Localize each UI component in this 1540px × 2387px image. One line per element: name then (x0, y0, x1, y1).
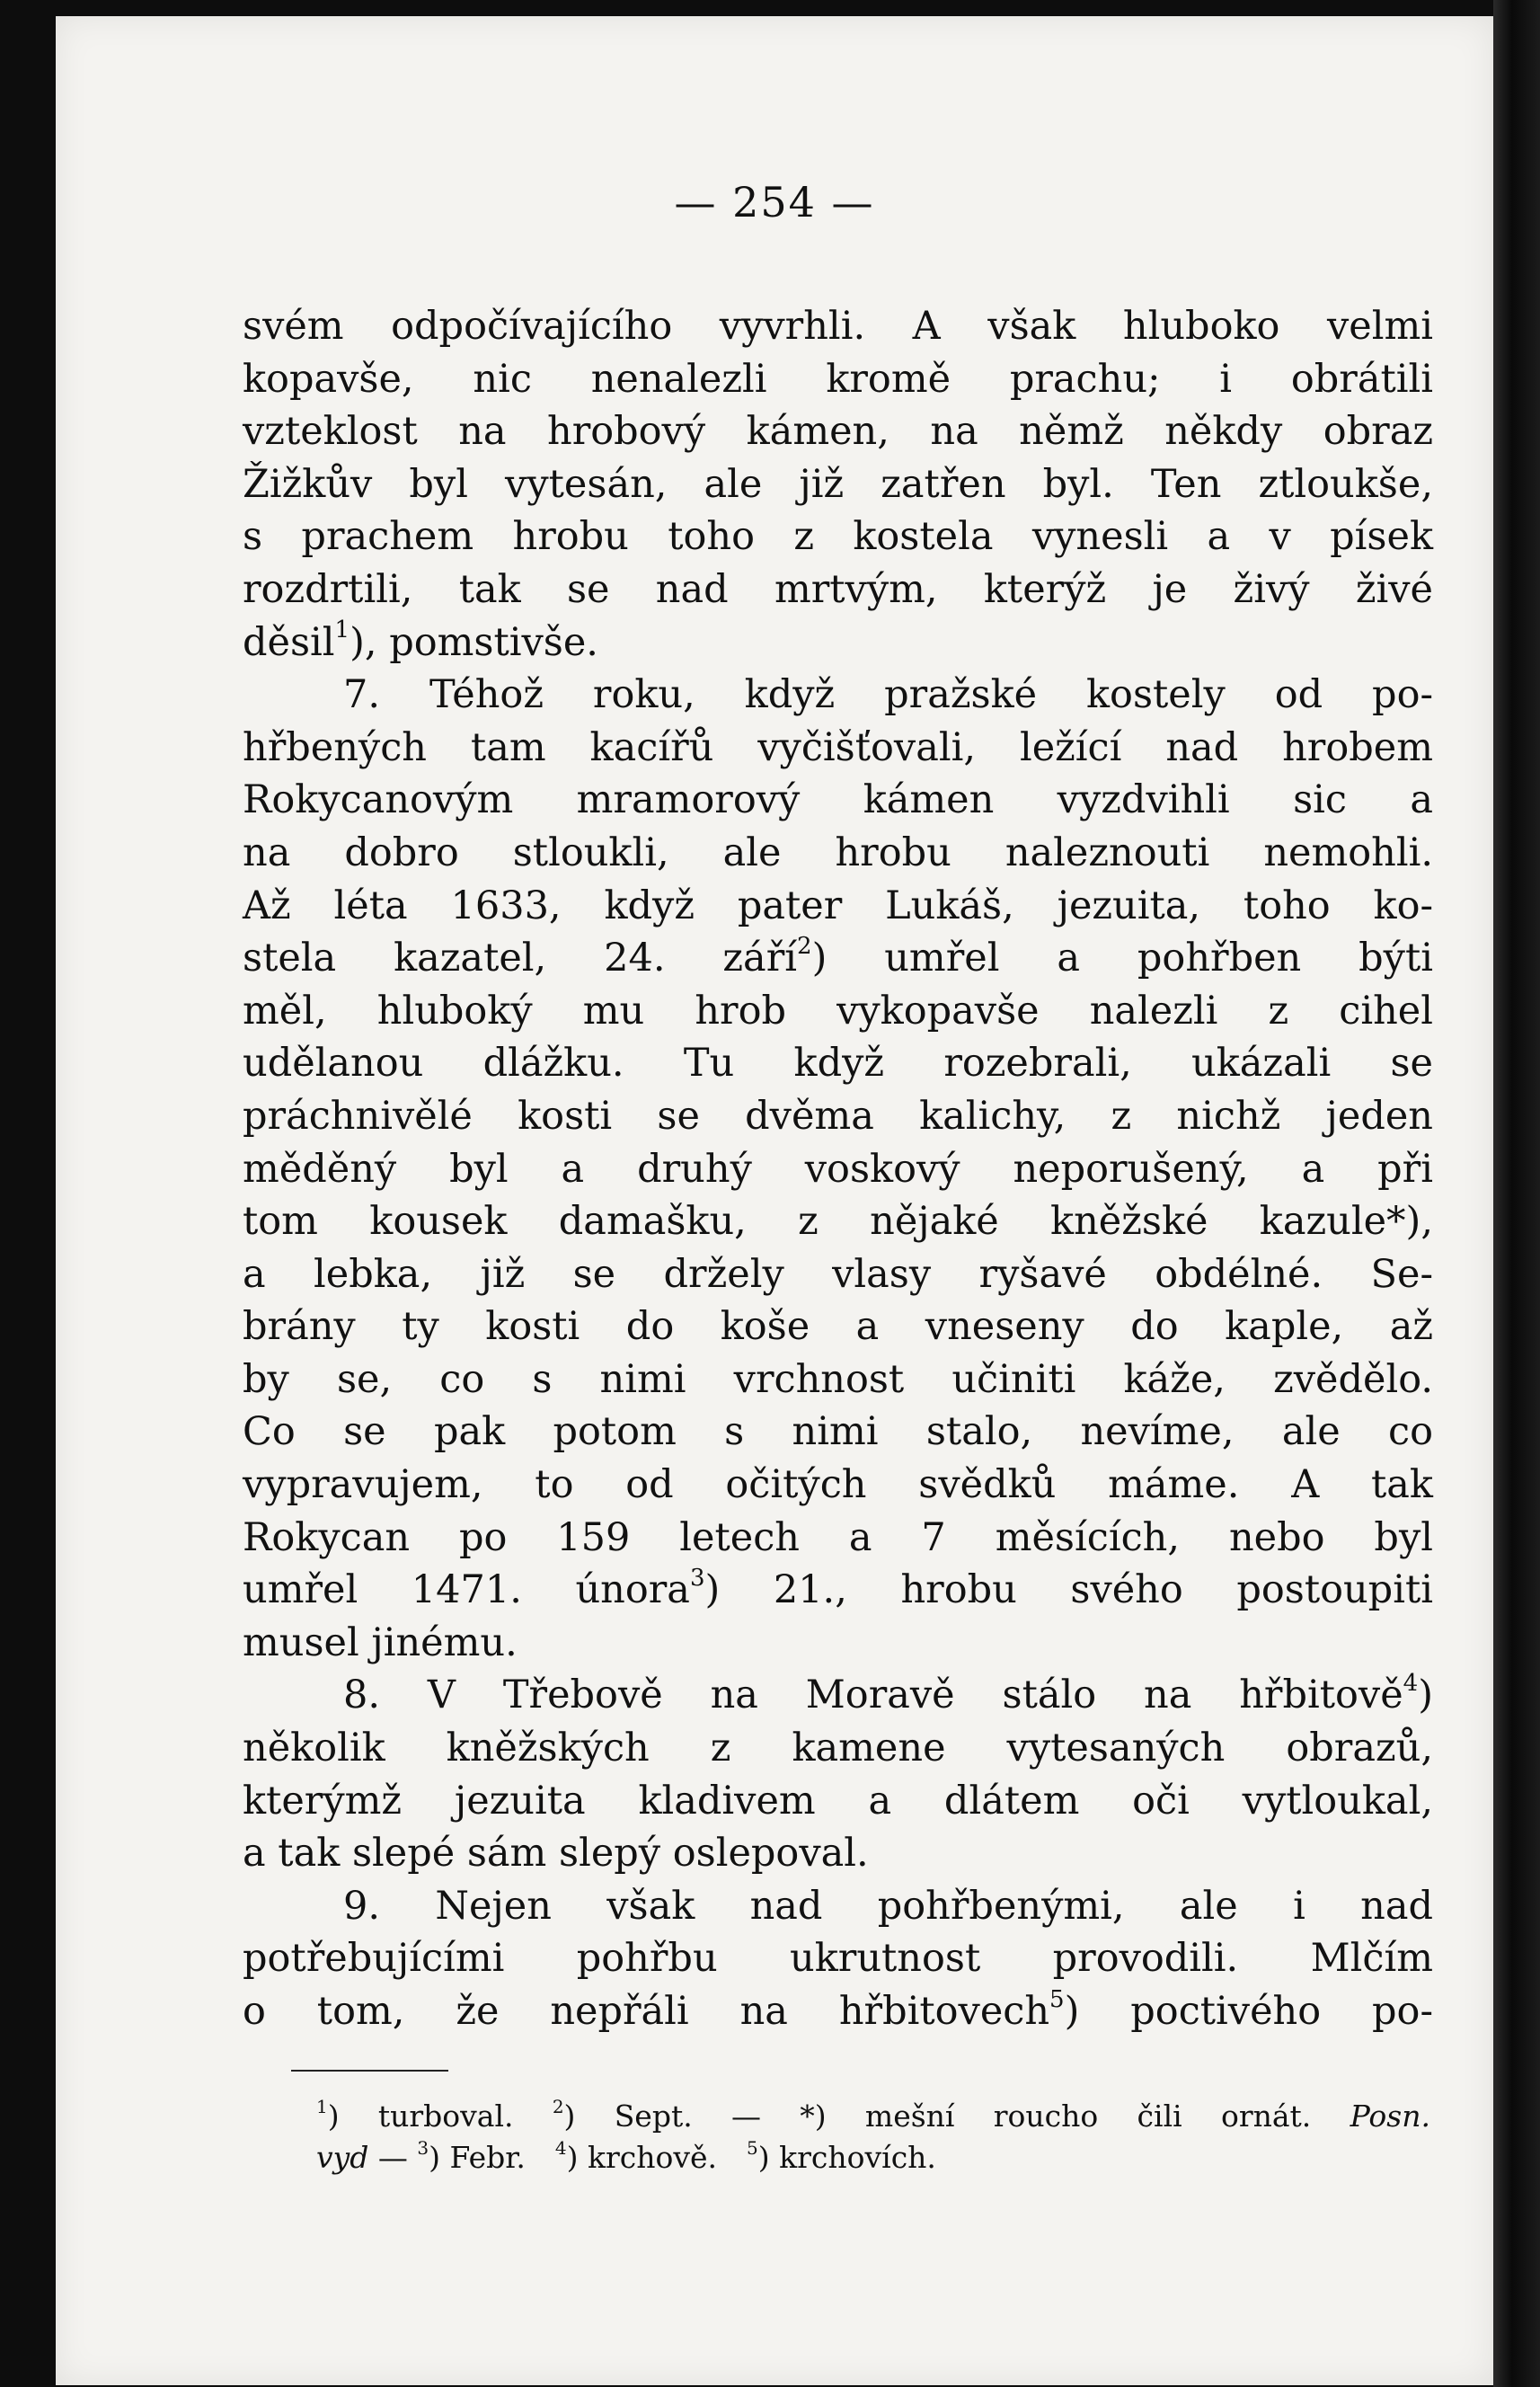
text-line: Rokycan po 159 letech a 7 měsících, nebo byl (243, 1514, 1433, 1560)
text-line (243, 617, 1433, 670)
text-segment: děsil (243, 619, 335, 665)
text-line: Co se pak potom s nimi stalo, nevíme, ale co (243, 1409, 1433, 1455)
text-line (243, 1985, 1433, 2038)
footnote-line (316, 2137, 1430, 2178)
text-segment: ) (1418, 1673, 1433, 1718)
text-line: 9. Nejen však nad pohřbenými, ale i nad (343, 1883, 1433, 1929)
text-line: 7. Téhož roku, když pražské kostely od po- (343, 672, 1433, 718)
footnote-ref: 3 (689, 1564, 705, 1592)
text-line: by se, co s nimi vrchnost učiniti káže, zvědělo. (243, 1356, 1433, 1402)
footnote-divider (291, 2070, 448, 2072)
text-segment: 8. V Třebově na Moravě stálo na hřbitově (343, 1673, 1403, 1718)
text-line: Žižkův byl vytesán, ale již zatřen byl. Ten ztloukše, (243, 461, 1433, 507)
footnote-text: ) Sept. — (563, 2099, 801, 2134)
footnote-number: 4 (554, 2137, 567, 2159)
text-line: hřbených tam kacířů vyčišťovali, ležící nad hrobem (243, 724, 1433, 770)
body-text (243, 300, 1433, 2038)
text-line: měděný byl a druhý voskový neporušený, a při (243, 1146, 1433, 1192)
text-line: tom kousek damašku, z nějaké kněžské kazule*), (243, 1199, 1433, 1245)
text-line: a lebka, již se držely vlasy ryšavé obdélné. Se- (243, 1251, 1433, 1297)
footnote-ref: 4 (1403, 1670, 1419, 1698)
text-line: několik kněžských z kamene vytesaných obrazů, (243, 1726, 1433, 1771)
footnotes (316, 2096, 1430, 2178)
text-segment: ) umřel a pohřben býti (811, 936, 1433, 981)
text-line: svém odpočívajícího vyvrhli. A však hluboko velmi (243, 304, 1433, 349)
footnote-line (316, 2096, 1430, 2137)
scan-top-edge (0, 0, 1540, 16)
footnote-text-italic: vyd (316, 2140, 369, 2175)
text-line (243, 1564, 1433, 1617)
text-line: s prachem hrobu toho z kostela vynesli a v písek (243, 514, 1433, 560)
footnote-text: ) krchově. (566, 2140, 718, 2175)
text-line: práchnivělé kosti se dvěma kalichy, z nichž jeden (243, 1093, 1433, 1139)
text-line (243, 1669, 1433, 1722)
footnote-text: *) mešní roucho čili ornát. (800, 2099, 1312, 2134)
text-line: kterýmž jezuita kladivem a dlátem oči vytloukal, (243, 1778, 1433, 1824)
footnote-number: 5 (747, 2137, 758, 2159)
text-line: na dobro stloukli, ale hrobu naleznouti nemohli. (243, 830, 1433, 875)
scan-right-edge (1493, 0, 1540, 2387)
text-line: rozdrtili, tak se nad mrtvým, kterýž je živý živé (243, 566, 1433, 612)
text-line: udělanou dlážku. Tu když rozebrali, ukázali se (243, 1041, 1433, 1087)
footnote-number: 3 (417, 2137, 429, 2159)
footnote-text: — (368, 2140, 418, 2175)
text-line: musel jinému. (243, 1619, 518, 1665)
footnote-text: ) Febr. (429, 2140, 526, 2175)
footnote-text-italic: Posn. (1350, 2099, 1430, 2134)
text-line: Rokycanovým mramorový kámen vyzdvihli sic a (243, 777, 1433, 823)
text-segment: ), pomstivše. (350, 619, 598, 665)
footnote-ref: 5 (1049, 1985, 1065, 2013)
text-segment: ) poctivého po- (1064, 1989, 1433, 2034)
text-segment: ) 21., hrobu svého postoupiti (704, 1567, 1433, 1613)
text-line: kopavše, nic nenalezli kromě prachu; i obrátili (243, 356, 1433, 402)
text-segment: umřel 1471. února (243, 1567, 690, 1613)
text-line: vzteklost na hrobový kámen, na němž někdy obraz (243, 409, 1433, 455)
footnote-text: ) turboval. (327, 2099, 514, 2134)
text-line: Až léta 1633, když pater Lukáš, jezuita, toho ko- (243, 883, 1433, 928)
book-page (56, 16, 1493, 2385)
footnote-number: 2 (552, 2096, 564, 2117)
footnote-ref: 1 (334, 617, 350, 644)
footnote-text: ) krchovích. (757, 2140, 936, 2175)
text-line: měl, hluboký mu hrob vykopavše nalezli z cihel (243, 988, 1433, 1034)
footnote-number: 1 (316, 2096, 328, 2117)
text-line: potřebujícími pohřbu ukrutnost provodili. Mlčím (243, 1936, 1433, 1982)
footnote-ref: 2 (797, 932, 812, 960)
text-segment: stela kazatel, 24. září (243, 936, 798, 981)
text-line: vypravujem, to od očitých svědků máme. A tak (243, 1462, 1433, 1508)
text-segment: o tom, že nepřáli na hřbitovech (243, 1989, 1050, 2034)
page-number: — 254 — (674, 178, 875, 226)
text-line (243, 932, 1433, 985)
text-line: brány ty kosti do koše a vneseny do kaple, až (243, 1304, 1433, 1350)
text-line: a tak slepé sám slepý oslepoval. (243, 1831, 869, 1877)
